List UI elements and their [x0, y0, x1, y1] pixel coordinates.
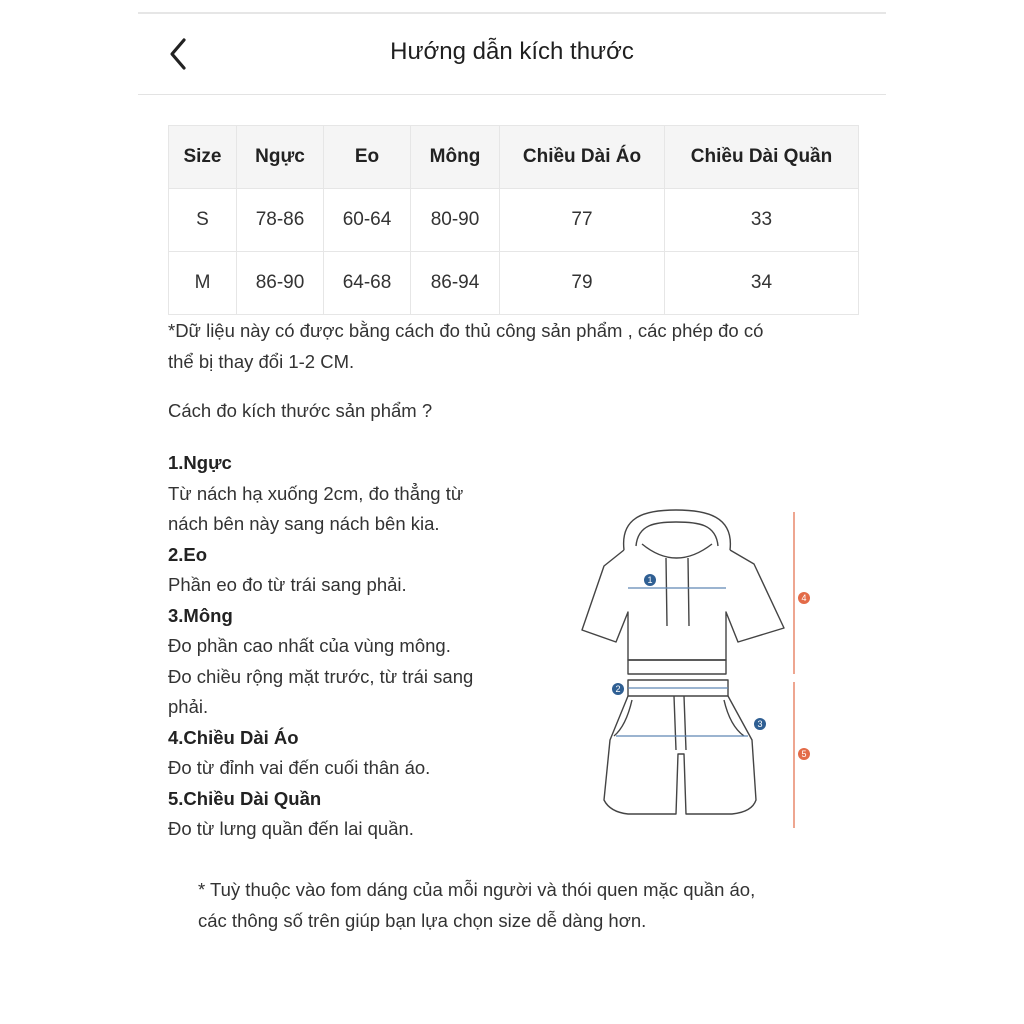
marker-label: 1 — [647, 575, 653, 585]
table-header-row — [169, 126, 859, 189]
table-row — [169, 252, 859, 315]
hoodie-drawstring — [666, 558, 689, 626]
table-cell: 33 — [665, 189, 859, 252]
page-header — [138, 14, 886, 95]
table-cell: 34 — [665, 252, 859, 315]
note-line: thể bị thay đổi 1-2 CM. — [168, 350, 355, 372]
size-table — [168, 125, 859, 315]
step-heading: 3.Mông — [168, 604, 233, 626]
measurement-note — [168, 316, 868, 377]
marker-label: 4 — [801, 593, 807, 603]
table-cell: 78-86 — [237, 189, 324, 252]
hoodie-hood — [624, 510, 731, 550]
step-text: Đo chiều rộng mặt trước, từ trái sang — [168, 665, 474, 687]
shorts-body — [604, 696, 756, 814]
column-header: Mông — [411, 126, 500, 189]
marker-4-icon — [798, 592, 810, 604]
step-text: Đo phần cao nhất của vùng mông. — [168, 635, 451, 656]
footer-note-line: các thông số trên giúp bạn lựa chọn size dễ dàng hơn. — [198, 910, 647, 931]
measure-steps — [168, 448, 528, 845]
column-header: Size — [169, 126, 237, 189]
hoodie-hood-inner — [636, 522, 718, 546]
column-header: Chiều Dài Quần — [665, 126, 859, 189]
table-cell: 64-68 — [324, 252, 411, 315]
page-title: Hướng dẫn kích thước — [390, 38, 634, 65]
shorts-drawstring — [674, 696, 686, 750]
column-header: Chiều Dài Áo — [500, 126, 665, 189]
marker-3-icon — [754, 718, 766, 730]
measurement-diagram — [576, 500, 826, 840]
marker-1-icon — [644, 574, 656, 586]
marker-label: 2 — [615, 684, 621, 694]
howto-title: Cách đo kích thước sản phẩm ? — [168, 400, 433, 421]
step-heading: 4.Chiều Dài Áo — [168, 726, 299, 748]
step-text: nách bên này sang nách bên kia. — [168, 513, 440, 534]
table-cell: 79 — [500, 252, 665, 315]
step-text: Phần eo đo từ trái sang phải. — [168, 574, 407, 595]
column-header: Eo — [324, 126, 411, 189]
table-cell: 86-90 — [237, 252, 324, 315]
marker-label: 3 — [757, 719, 763, 729]
step-heading: 1.Ngực — [168, 452, 232, 473]
marker-2-icon — [612, 683, 624, 695]
step-text: Đo từ đỉnh vai đến cuối thân áo. — [168, 757, 431, 778]
step-heading: 2.Eo — [168, 543, 208, 565]
hoodie-body — [582, 550, 784, 660]
table-cell: M — [169, 252, 237, 315]
marker-5-icon — [798, 748, 810, 760]
hoodie-neckline — [642, 544, 712, 558]
step-heading: 5.Chiều Dài Quần — [168, 787, 322, 809]
marker-label: 5 — [801, 749, 807, 759]
table-cell: 80-90 — [411, 189, 500, 252]
table-cell: 77 — [500, 189, 665, 252]
step-text: Từ nách hạ xuống 2cm, đo thẳng từ — [168, 482, 464, 504]
column-header: Ngực — [237, 126, 324, 189]
hoodie-shorts-illustration — [576, 500, 826, 840]
footer-note-line: * Tuỳ thuộc vào fom dáng của mỗi người và thói quen mặc quần áo, — [198, 879, 756, 900]
note-line: *Dữ liệu này có được bằng cách đo thủ công sản phẩm , các phép đo có — [168, 320, 764, 341]
step-text: phải. — [168, 696, 209, 717]
table-cell: 60-64 — [324, 189, 411, 252]
footer-note — [198, 874, 858, 936]
table-row — [169, 189, 859, 252]
table-cell: S — [169, 189, 237, 252]
shorts-pocket — [614, 700, 744, 736]
table-cell: 86-94 — [411, 252, 500, 315]
hoodie-hem — [628, 660, 726, 674]
step-text: Đo từ lưng quần đến lai quần. — [168, 818, 414, 839]
